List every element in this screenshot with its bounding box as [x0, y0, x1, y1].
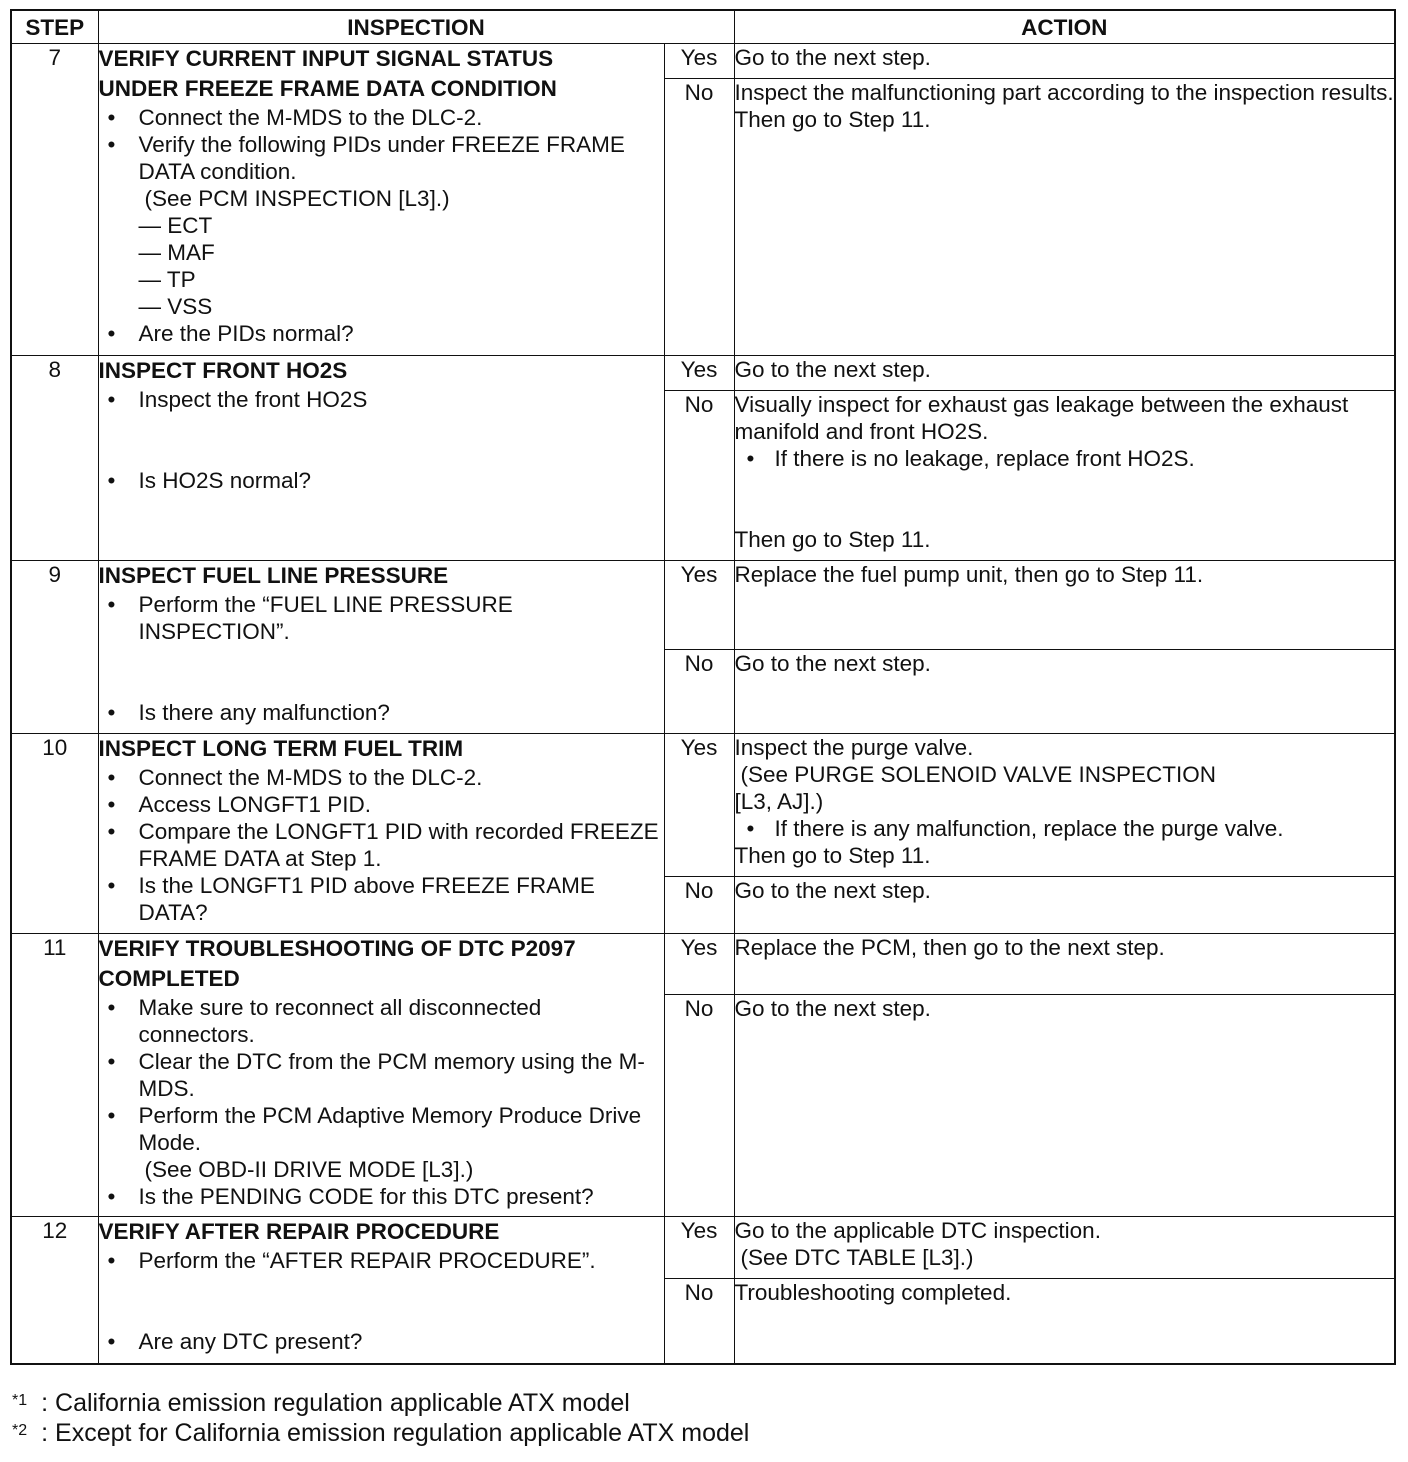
yes-label: Yes	[664, 734, 734, 877]
pid-item: — VSS	[138, 294, 213, 319]
footnotes	[12, 1388, 749, 1448]
inspection-bullet: • Connect the M-MDS to the DLC-2.	[99, 764, 664, 791]
step-number: 7	[11, 44, 98, 356]
step-number: 9	[11, 561, 98, 734]
step-number: 10	[11, 734, 98, 934]
pid-item: — ECT	[138, 213, 213, 238]
footnote	[12, 1388, 749, 1418]
inspection-bullet: • Perform the “AFTER REPAIR PROCEDURE”.	[99, 1247, 664, 1274]
inspection-bullet: • Make sure to reconnect all disconnected connectors.	[99, 994, 664, 1048]
footnote-text: : California emission regulation applicable ATX model	[41, 1389, 630, 1417]
no-label: No	[664, 1279, 734, 1364]
inspection-bullet: • Connect the M-MDS to the DLC-2.	[99, 104, 664, 131]
no-label: No	[664, 391, 734, 561]
step-title: UNDER FREEZE FRAME DATA CONDITION	[98, 76, 557, 101]
action-text: Then go to Step 11.	[734, 527, 931, 552]
no-label: No	[664, 650, 734, 734]
table-row	[11, 561, 1395, 650]
inspection-question: • Is there any malfunction?	[99, 699, 664, 726]
action-text: Go to the applicable DTC inspection.	[734, 1218, 1101, 1243]
bullet-text: Verify the following PIDs under FREEZE FRAME DATA condition.	[138, 132, 625, 184]
step-title: COMPLETED	[98, 966, 240, 991]
inspection-cell	[98, 44, 664, 356]
troubleshooting-table	[10, 9, 1396, 1365]
reference-note: [L3, AJ].)	[734, 789, 824, 814]
step-title: INSPECT LONG TERM FUEL TRIM	[98, 736, 464, 761]
no-action	[734, 391, 1395, 561]
yes-label: Yes	[664, 1217, 734, 1279]
header-row	[11, 10, 1395, 44]
reference-note: (See PURGE SOLENOID VALVE INSPECTION	[740, 762, 1217, 787]
step-title: VERIFY TROUBLESHOOTING OF DTC P2097	[98, 936, 576, 961]
yes-action: Replace the PCM, then go to the next step.	[734, 934, 1395, 995]
action-text: Visually inspect for exhaust gas leakage between the exhaust manifold and front HO2S.	[734, 392, 1349, 444]
step-number: 12	[11, 1217, 98, 1364]
inspection-cell	[98, 561, 664, 734]
step-title: VERIFY CURRENT INPUT SIGNAL STATUS	[98, 46, 554, 71]
inspection-question: • Is HO2S normal?	[99, 467, 664, 494]
inspection-bullet: • Access LONGFT1 PID.	[99, 791, 664, 818]
table-row	[11, 734, 1395, 877]
inspection-question: • Is the PENDING CODE for this DTC present?	[99, 1183, 664, 1210]
action-text: Inspect the malfunctioning part according to the inspection results.	[734, 80, 1394, 105]
pid-item: — MAF	[138, 240, 215, 265]
action-text: Inspect the purge valve.	[734, 735, 974, 760]
yes-label: Yes	[664, 561, 734, 650]
yes-label: Yes	[664, 44, 734, 79]
spacer	[735, 472, 1395, 526]
table-row	[11, 356, 1395, 391]
yes-action: Go to the next step.	[734, 44, 1395, 79]
table-row	[11, 44, 1395, 79]
header-inspection: INSPECTION	[98, 10, 734, 44]
yes-label: Yes	[664, 356, 734, 391]
reference-note: (See OBD-II DRIVE MODE [L3].)	[144, 1157, 474, 1182]
inspection-cell	[98, 934, 664, 1217]
inspection-cell	[98, 356, 664, 561]
reference-note: (See DTC TABLE [L3].)	[740, 1245, 974, 1270]
inspection-question: • Are any DTC present?	[99, 1328, 664, 1355]
no-action	[734, 79, 1395, 356]
inspection-question: • Are the PIDs normal?	[99, 320, 664, 347]
step-number: 8	[11, 356, 98, 561]
footnote-mark: *2	[12, 1422, 28, 1439]
no-label: No	[664, 995, 734, 1217]
yes-action: Replace the fuel pump unit, then go to Step 11.	[734, 561, 1395, 650]
table-row	[11, 934, 1395, 995]
inspection-bullet: • Compare the LONGFT1 PID with recorded FREEZE FRAME DATA at Step 1.	[99, 818, 664, 872]
pid-item: — TP	[138, 267, 196, 292]
footnote-mark: *1	[12, 1392, 28, 1409]
inspection-bullet	[99, 131, 664, 320]
inspection-question: • Is the LONGFT1 PID above FREEZE FRAME DATA?	[99, 872, 664, 926]
footnote-text: : Except for California emission regulation applicable ATX model	[41, 1419, 750, 1447]
no-action: Go to the next step.	[734, 877, 1395, 934]
header-action: ACTION	[734, 10, 1395, 44]
bullet-text: Perform the PCM Adaptive Memory Produce Drive Mode.	[138, 1103, 642, 1155]
no-action: Go to the next step.	[734, 995, 1395, 1217]
yes-action	[734, 1217, 1395, 1279]
yes-label: Yes	[664, 934, 734, 995]
table-row	[11, 1217, 1395, 1279]
no-label: No	[664, 877, 734, 934]
step-title: INSPECT FUEL LINE PRESSURE	[98, 563, 449, 588]
inspection-bullet: • Inspect the front HO2S	[99, 386, 664, 413]
reference-note: (See PCM INSPECTION [L3].)	[144, 186, 450, 211]
action-text: Then go to Step 11.	[734, 843, 931, 868]
no-action: Go to the next step.	[734, 650, 1395, 734]
inspection-cell	[98, 1217, 664, 1364]
inspection-bullet: • Perform the “FUEL LINE PRESSURE INSPECTION”.	[99, 591, 664, 645]
header-step: STEP	[11, 10, 98, 44]
inspection-bullet	[99, 1102, 664, 1183]
inspection-bullet: • Clear the DTC from the PCM memory using the M-MDS.	[99, 1048, 664, 1102]
footnote	[12, 1418, 749, 1448]
step-number: 11	[11, 934, 98, 1217]
step-title: VERIFY AFTER REPAIR PROCEDURE	[98, 1219, 500, 1244]
yes-action	[734, 734, 1395, 877]
yes-action: Go to the next step.	[734, 356, 1395, 391]
action-bullet: • If there is any malfunction, replace the purge valve.	[735, 815, 1395, 842]
no-label: No	[664, 79, 734, 356]
inspection-cell	[98, 734, 664, 934]
action-bullet: • If there is no leakage, replace front HO2S.	[735, 445, 1395, 472]
step-title: INSPECT FRONT HO2S	[98, 358, 348, 383]
no-action: Troubleshooting completed.	[734, 1279, 1395, 1364]
action-text: Then go to Step 11.	[734, 107, 931, 132]
